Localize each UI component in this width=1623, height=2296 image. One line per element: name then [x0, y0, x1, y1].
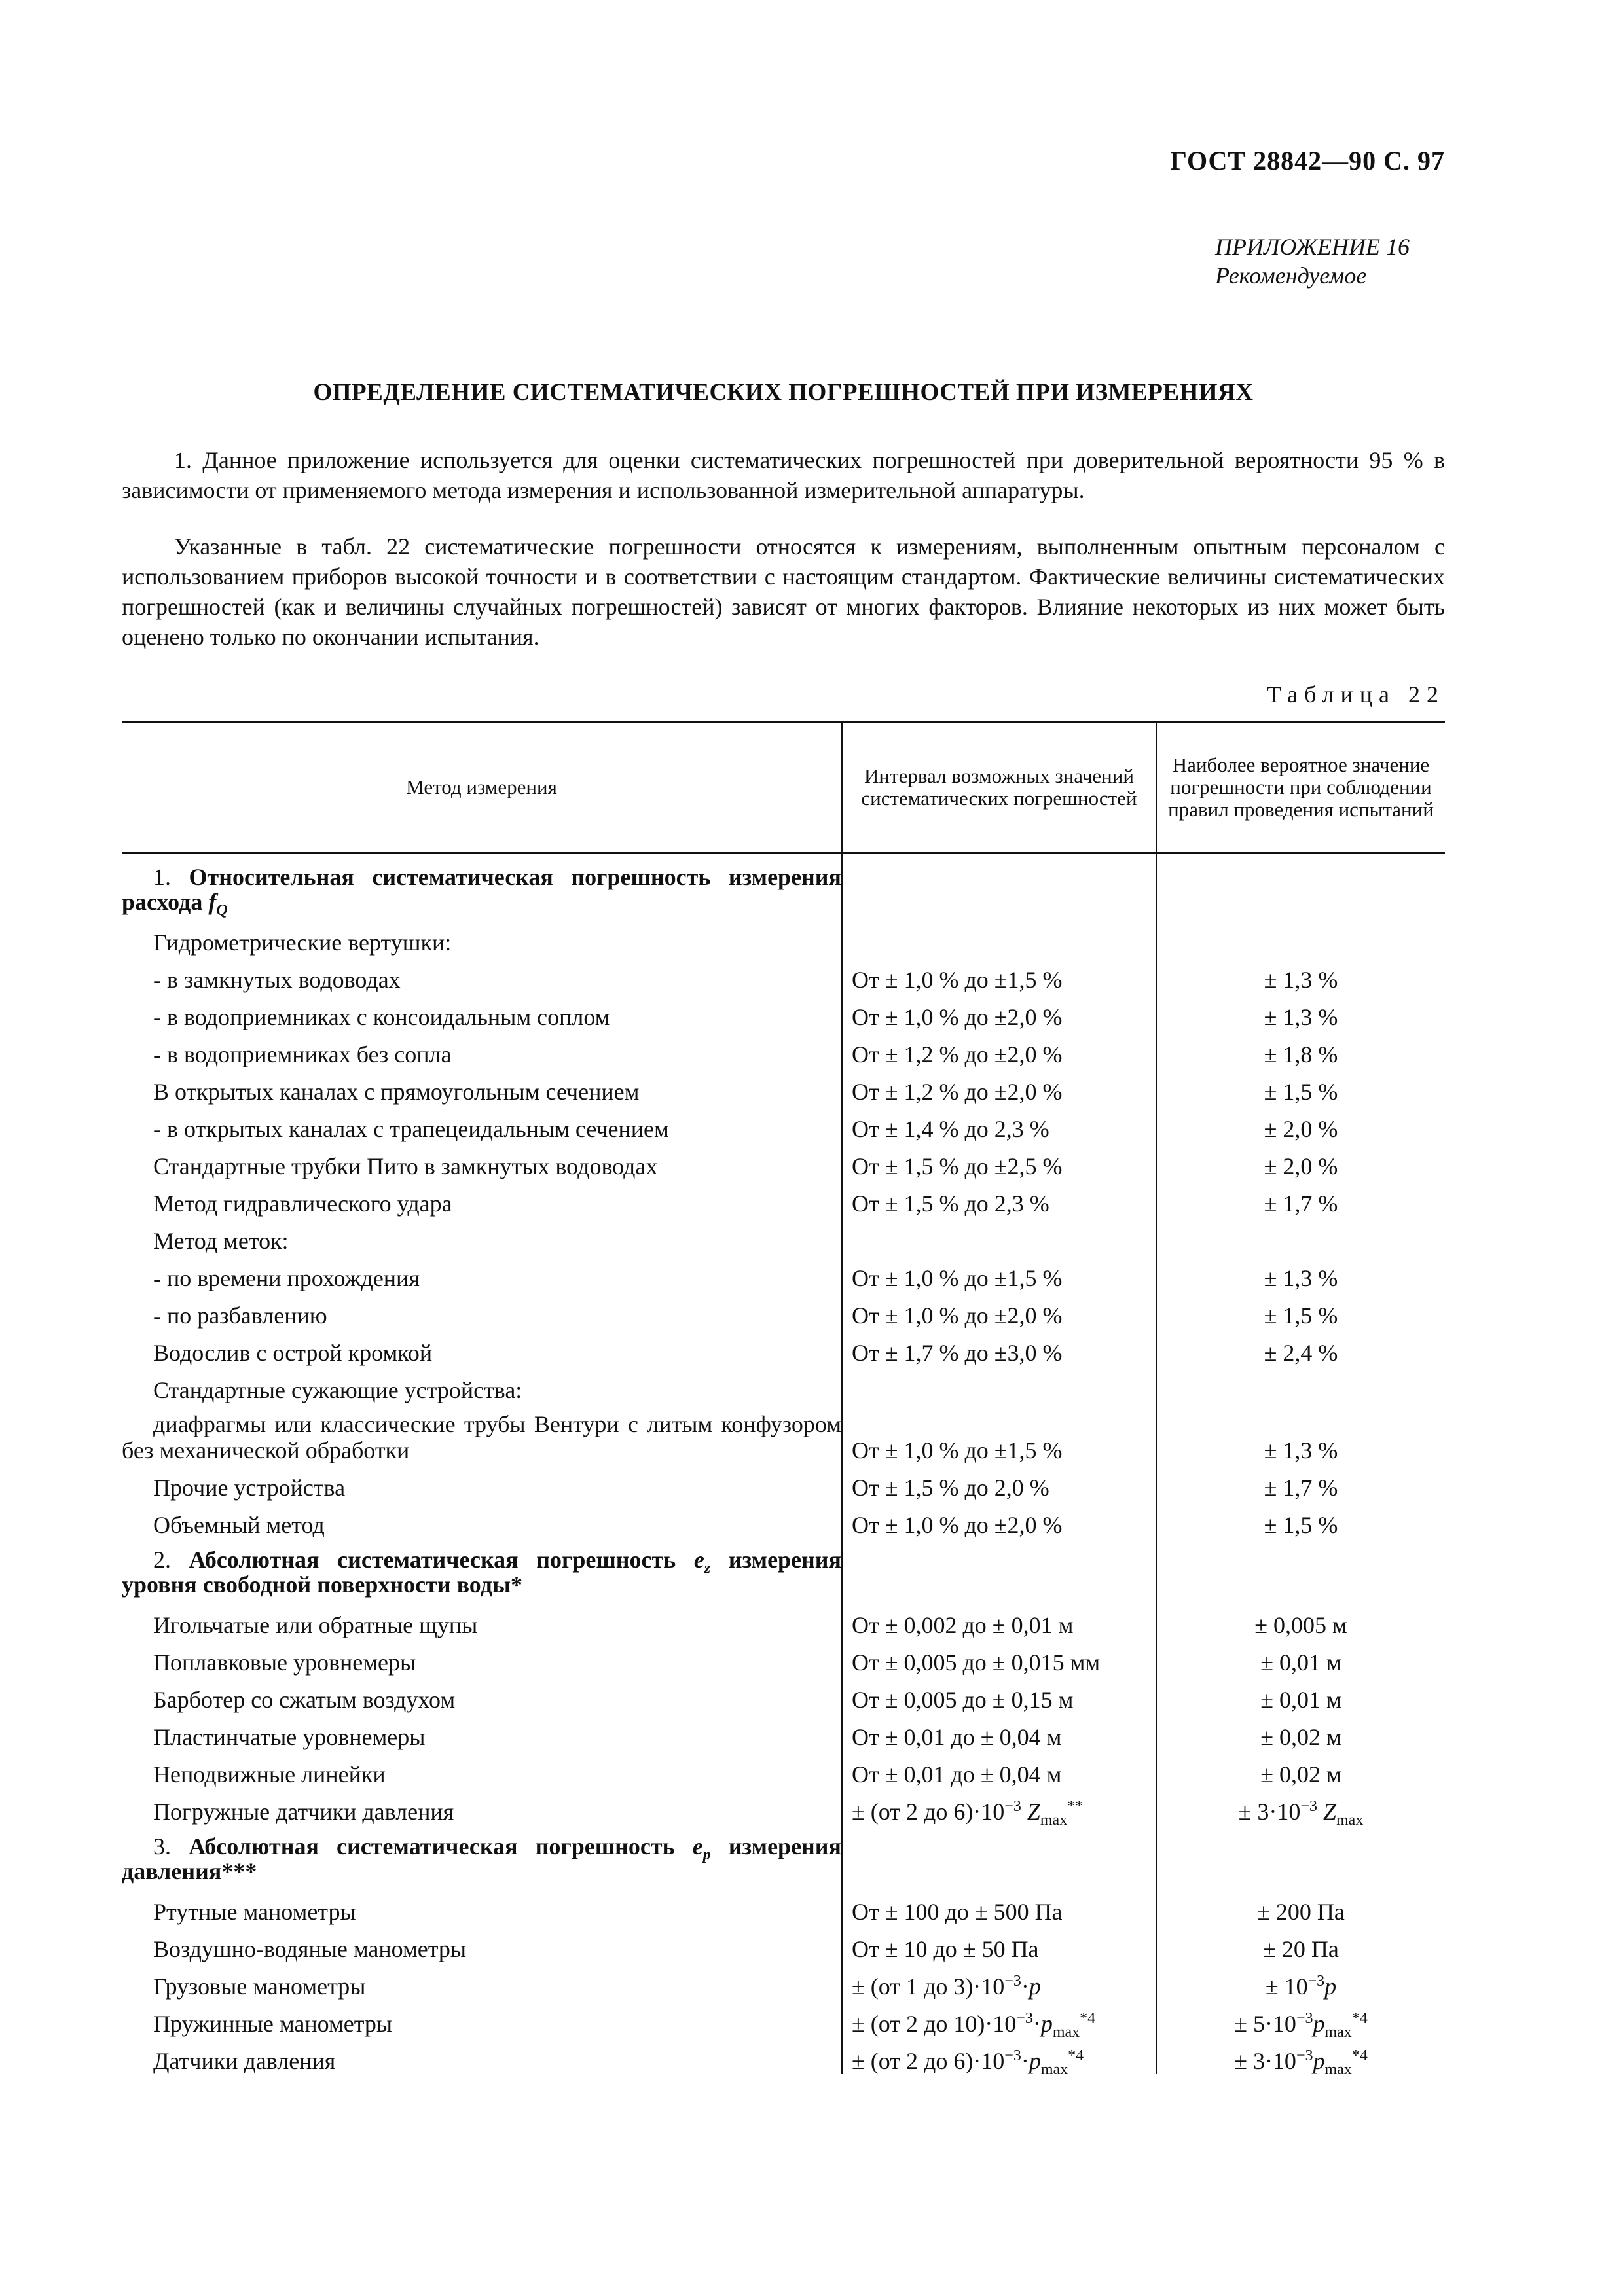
empty-cell [842, 1825, 1156, 1888]
probable-value-cell: ± $5\cdot 10^{-3}p_{max}^{*4}$ [1156, 2000, 1445, 2037]
section-header-row [122, 1538, 1445, 1601]
section-title [122, 1825, 842, 1888]
interval-cell: От ± 1,0 % до ±1,5 % [842, 956, 1156, 993]
header-probable: Наиболее вероятное значение погрешности при соблюдении правил проведения испытаний [1156, 722, 1445, 853]
probable-value-cell: ± 1,7 % [1156, 1463, 1445, 1501]
probable-value-cell: ± 1,3 % [1156, 993, 1445, 1030]
interval-cell: От ± 100 до ± 500 Па [842, 1888, 1156, 1925]
table-body [122, 853, 1445, 2079]
section-title-suffix: измерения уровня свободной поверхности воды* [122, 1547, 842, 1598]
table-row [122, 1750, 1445, 1787]
interval-cell: От ± 0,01 до ± 0,04 м [842, 1750, 1156, 1787]
method-cell: Стандартные сужающие устройства: [153, 1377, 522, 1403]
method-cell: - по разбавлению [153, 1302, 327, 1329]
method-cell: диафрагмы или классические трубы Вентури с литым конфузором без механической обработки [122, 1411, 841, 1463]
table-row [122, 1291, 1445, 1329]
probable-value-cell: ± 1,3 % [1156, 1254, 1445, 1291]
probable-value-cell: ± $10^{-3}p$ [1156, 1962, 1445, 2000]
empty-cell [1156, 1538, 1445, 1601]
method-cell: - в замкнутых водоводах [153, 967, 401, 993]
method-cell: Водослив с острой кромкой [153, 1340, 433, 1366]
method-cell: Барботер со сжатым воздухом [153, 1687, 456, 1713]
interval-cell: ± (от 2 до $6)\cdot 10^{-3}\cdot p_{max}^{*4}$ [842, 2037, 1156, 2074]
method-cell: Пружинные манометры [153, 2011, 393, 2037]
page-header: ГОСТ 28842—90 С. 97 [1170, 146, 1445, 175]
section-symbol: f [208, 889, 217, 915]
table-row [122, 1463, 1445, 1501]
document-title: ОПРЕДЕЛЕНИЕ СИСТЕМАТИЧЕСКИХ ПОГРЕШНОСТЕЙ ПРИ ИЗМЕРЕНИЯХ [313, 379, 1254, 406]
empty-cell [1156, 853, 1445, 919]
table-row [122, 1179, 1445, 1217]
annex-label: ПРИЛОЖЕНИЕ 16 [1215, 234, 1410, 260]
probable-value-cell: ± 1,5 % [1156, 1291, 1445, 1329]
method-cell: Метод меток: [153, 1228, 289, 1254]
method-cell: Объемный метод [153, 1512, 325, 1538]
probable-value-cell: ± 2,0 % [1156, 1105, 1445, 1142]
method-cell: Метод гидравлического удара [153, 1191, 452, 1217]
table-row [122, 918, 1445, 956]
table-row [122, 1329, 1445, 1366]
table-row [122, 2000, 1445, 2037]
method-cell: - в водоприемниках без сопла [153, 1041, 452, 1067]
paragraph-2: Указанные в табл. 22 систематические погрешности относятся к измерениям, выполненным опытным персоналом с использованием приборов высокой точности и в соответствии с настоящим стандартом. Фактические величины систематических погрешностей (как и величины случайных погрешностей) зависят от многих факторов. Влияние некоторых из них может быть оценено только по окончании испытания. [122, 533, 1445, 650]
section-title [122, 1538, 842, 1601]
table-row [122, 1787, 1445, 1825]
table-row [122, 1254, 1445, 1291]
method-cell: Погружные датчики давления [153, 1799, 454, 1825]
method-cell: - в открытых каналах с трапецеидальным сечением [153, 1116, 669, 1142]
interval-cell: ± (от 2 до $10)\cdot 10^{-3}\cdot p_{max}^{*4}$ [842, 2000, 1156, 2037]
section-title-suffix: измерения давления*** [122, 1833, 842, 1884]
interval-cell: От ± 0,002 до ± 0,01 м [842, 1601, 1156, 1638]
table-row [122, 1105, 1445, 1142]
table-row [122, 1403, 1445, 1463]
section-symbol-subscript-text: z [704, 1560, 711, 1577]
section-symbol: e [692, 1833, 703, 1859]
paragraph-1: 1. Данное приложение используется для оценки систематических погрешностей при доверительной вероятности 95 % в зависимости от применяемого метода измерения и использованной измерительной аппаратуры. [122, 447, 1445, 503]
probable-value-cell: ± 2,4 % [1156, 1329, 1445, 1366]
table-row [122, 1713, 1445, 1750]
method-cell: Прочие устройства [153, 1475, 346, 1501]
method-cell: Гидрометрические вертушки: [153, 929, 452, 956]
interval-cell: ± (от 2 до $6)\cdot 10^{-3}$ $Z_{max}^{**}$ [842, 1787, 1156, 1825]
section-title [122, 853, 842, 919]
method-cell: Стандартные трубки Пито в замкнутых водоводах [153, 1153, 658, 1179]
section-number: 1. [153, 864, 171, 890]
method-cell: Грузовые манометры [153, 1973, 366, 2000]
table-header-row [122, 722, 1445, 853]
method-cell: Игольчатые или обратные щупы [153, 1612, 478, 1638]
interval-cell: От ± 1,2 % до ±2,0 % [842, 1067, 1156, 1105]
method-cell: Поплавковые уровнемеры [153, 1649, 416, 1676]
section-number: 2. [153, 1547, 171, 1573]
method-cell: Воздушно-водяные манометры [153, 1936, 467, 1962]
probable-value-cell: ± 0,01 м [1156, 1638, 1445, 1676]
empty-cell [842, 1538, 1156, 1601]
method-cell: - по времени прохождения [153, 1265, 420, 1291]
interval-cell: От ± 0,005 до ± 0,15 м [842, 1676, 1156, 1713]
interval-cell: От ± 0,01 до ± 0,04 м [842, 1713, 1156, 1750]
probable-value-cell: ± 1,5 % [1156, 1501, 1445, 1538]
probable-value-cell: ± 0,01 м [1156, 1676, 1445, 1713]
section-header-row [122, 1825, 1445, 1888]
table-row [122, 1925, 1445, 1962]
interval-cell: От ± 1,5 % до 2,3 % [842, 1179, 1156, 1217]
probable-value-cell: ± 1,3 % [1156, 956, 1445, 993]
probable-value-cell: ± $3\cdot 10^{-3}p_{max}^{*4}$ [1156, 2037, 1445, 2074]
probable-value-cell: ± 1,8 % [1156, 1030, 1445, 1067]
method-cell: Неподвижные линейки [153, 1761, 386, 1787]
probable-value-cell: ± 2,0 % [1156, 1142, 1445, 1179]
table-caption: Таблица 22 [1267, 681, 1445, 708]
table-row [122, 1676, 1445, 1713]
interval-cell: От ± 1,5 % до 2,0 % [842, 1463, 1156, 1501]
table-row [122, 1638, 1445, 1676]
section-symbol: e [693, 1547, 704, 1573]
section-number: 3. [153, 1833, 171, 1859]
table-row [122, 1030, 1445, 1067]
section-symbol-subscript-text: Q [216, 902, 228, 920]
interval-cell: От ± 1,5 % до ±2,5 % [842, 1142, 1156, 1179]
probable-value-cell: ± 20 Па [1156, 1925, 1445, 1962]
method-cell: - в водоприемниках с консоидальным соплом [153, 1004, 610, 1030]
probable-value-cell: ± 0,02 м [1156, 1713, 1445, 1750]
header-interval: Интервал возможных значений систематических погрешностей [842, 722, 1156, 853]
interval-cell: От ± 1,0 % до ±2,0 % [842, 993, 1156, 1030]
probable-value-cell: ± 0,02 м [1156, 1750, 1445, 1787]
table-row [122, 1962, 1445, 2000]
table-row [122, 1366, 1445, 1403]
interval-cell [842, 1217, 1156, 1254]
section-title-text: Абсолютная систематическая погрешность [189, 1547, 676, 1573]
section-symbol-subscript [703, 1846, 711, 1863]
probable-value-cell: ± 1,7 % [1156, 1179, 1445, 1217]
empty-cell [842, 853, 1156, 919]
table-row [122, 2037, 1445, 2074]
interval-cell: От ± 1,0 % до ±2,0 % [842, 1501, 1156, 1538]
section-header-row [122, 853, 1445, 919]
interval-cell [842, 1366, 1156, 1403]
interval-cell: От ± 1,0 % до ±1,5 % [842, 1403, 1156, 1463]
section-symbol-subscript [216, 902, 227, 919]
interval-cell [842, 918, 1156, 956]
table-row [122, 993, 1445, 1030]
table-row [122, 1217, 1445, 1254]
method-cell: В открытых каналах с прямоугольным сечением [153, 1079, 640, 1105]
table-row [122, 956, 1445, 993]
table-row [122, 1601, 1445, 1638]
method-cell: Датчики давления [153, 2048, 336, 2074]
interval-cell: От ± 10 до ± 50 Па [842, 1925, 1156, 1962]
interval-cell: ± (от 1 до $3)\cdot 10^{-3}\cdot p$ [842, 1962, 1156, 2000]
table-row [122, 1142, 1445, 1179]
interval-cell: От ± 1,4 % до 2,3 % [842, 1105, 1156, 1142]
table-row [122, 1501, 1445, 1538]
annex-block [1215, 232, 1410, 290]
probable-value-cell: ± $3\cdot 10^{-3}$ $Z_{max}$ [1156, 1787, 1445, 1825]
section-symbol-subscript [704, 1560, 710, 1577]
section-symbol-subscript-text: p [702, 1846, 711, 1864]
probable-value-cell: ± 1,5 % [1156, 1067, 1445, 1105]
probable-value-cell: ± 200 Па [1156, 1888, 1445, 1925]
probable-value-cell [1156, 918, 1445, 956]
probable-value-cell: ± 1,3 % [1156, 1403, 1445, 1463]
errors-table [122, 721, 1445, 2079]
interval-cell: От ± 1,2 % до ±2,0 % [842, 1030, 1156, 1067]
interval-cell: От ± 1,0 % до ±2,0 % [842, 1291, 1156, 1329]
interval-cell: От ± 0,005 до ± 0,015 мм [842, 1638, 1156, 1676]
table-row [122, 1888, 1445, 1925]
section-title-text: Абсолютная систематическая погрешность [189, 1833, 675, 1859]
header-method: Метод измерения [122, 722, 842, 853]
section-title-text: Относительная систематическая погрешность измерения расхода [122, 864, 842, 915]
method-cell: Пластинчатые уровнемеры [153, 1724, 426, 1750]
table-row [122, 1067, 1445, 1105]
method-cell: Ртутные манометры [153, 1899, 356, 1925]
interval-cell: От ± 1,0 % до ±1,5 % [842, 1254, 1156, 1291]
interval-cell: От ± 1,7 % до ±3,0 % [842, 1329, 1156, 1366]
probable-value-cell [1156, 1366, 1445, 1403]
probable-value-cell [1156, 1217, 1445, 1254]
empty-cell [1156, 1825, 1445, 1888]
probable-value-cell: ± 0,005 м [1156, 1601, 1445, 1638]
annex-status: Рекомендуемое [1215, 262, 1367, 289]
